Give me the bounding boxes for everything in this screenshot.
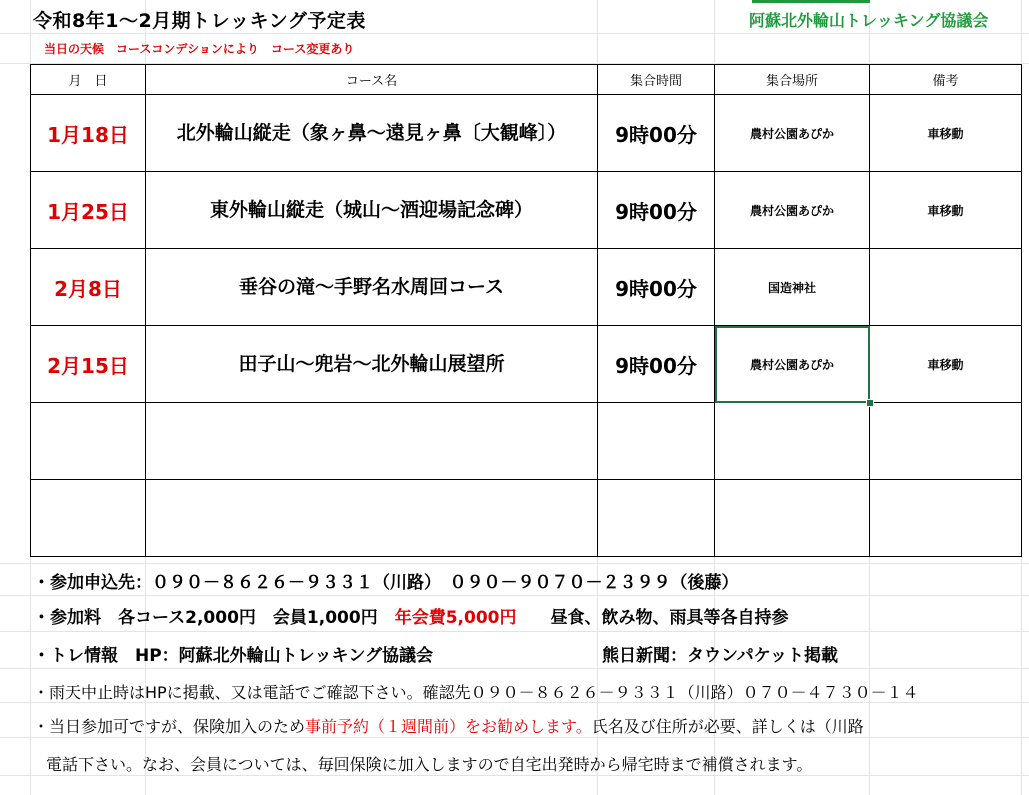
header-place[interactable]: 集合場所 — [715, 65, 870, 95]
cell-place[interactable]: 農村公園あぴか — [715, 95, 870, 172]
header-course[interactable]: コース名 — [146, 65, 598, 95]
cell-place-selected[interactable]: 農村公園あぴか — [715, 326, 870, 403]
cell-empty[interactable] — [870, 403, 1022, 480]
cell-place[interactable]: 農村公園あぴか — [715, 172, 870, 249]
organization-name[interactable]: 阿蘇北外輪山トレッキング協議会 — [749, 11, 989, 30]
cell-note[interactable]: 車移動 — [870, 326, 1022, 403]
cell-note[interactable]: 車移動 — [870, 95, 1022, 172]
cell-date[interactable]: 2月15日 — [31, 326, 146, 403]
gridline — [0, 775, 1029, 776]
gridline — [0, 33, 1029, 34]
table-row — [31, 249, 1022, 326]
fee-line[interactable] — [33, 603, 788, 628]
cell-note[interactable]: 車移動 — [870, 172, 1022, 249]
gridline — [0, 668, 1029, 669]
details-text: 氏名及び住所が必要、詳しくは（川路 — [591, 717, 864, 736]
weather-note[interactable]: 当日の天候 コースコンデションにより コース変更あり — [44, 42, 355, 56]
cell-course[interactable]: 田子山～兜岩～北外輪山展望所 — [146, 326, 598, 403]
table-row — [31, 95, 1022, 172]
header-date[interactable]: 月 日 — [31, 65, 146, 95]
cell-empty[interactable] — [31, 403, 146, 480]
table-row — [31, 172, 1022, 249]
same-day-line[interactable] — [33, 714, 864, 737]
cell-course[interactable]: 東外輪山縦走（城山～酒迎場記念碑） — [146, 172, 598, 249]
page-title[interactable]: 令和8年1～2月期トレッキング予定表 — [33, 10, 366, 32]
cell-date[interactable]: 1月18日 — [31, 95, 146, 172]
bring-own-text: 昼食、飲み物、雨具等各自持参 — [516, 608, 789, 628]
cell-place[interactable]: 国造神社 — [715, 249, 870, 326]
annual-fee-text: 年会費5,000円 — [394, 608, 517, 628]
fee-text: ・参加料 各コース2,000円 会員1,000円 — [33, 608, 395, 628]
table-row-empty — [31, 403, 1022, 480]
same-day-text: ・当日参加可ですが、保険加入のため — [33, 717, 306, 736]
info-newspaper-line[interactable]: 熊日新聞：タウンパケット掲載 — [602, 646, 838, 666]
cell-course[interactable]: 北外輪山縦走（象ヶ鼻～遠見ヶ鼻〔大観峰〕） — [146, 95, 598, 172]
fill-handle[interactable] — [866, 399, 874, 407]
schedule-table — [30, 64, 1022, 557]
header-notes[interactable]: 備考 — [870, 65, 1022, 95]
gridline — [0, 595, 1029, 596]
header-accent-bar — [752, 0, 870, 3]
cell-date[interactable]: 2月8日 — [31, 249, 146, 326]
cell-empty[interactable] — [146, 480, 598, 557]
rain-cancel-line[interactable]: ・雨天中止時はHPに掲載、又は電話でご確認下さい。確認先０９０－８６２６－９３３１（川路）０７０－４７３０－１４ — [33, 683, 919, 702]
cell-course[interactable]: 垂谷の滝～手野名水周回コース — [146, 249, 598, 326]
cell-date[interactable]: 1月25日 — [31, 172, 146, 249]
cell-empty[interactable] — [870, 480, 1022, 557]
gridline — [0, 737, 1029, 738]
cell-note[interactable] — [870, 249, 1022, 326]
apply-contact-line[interactable]: ・参加申込先：０９０－８６２６－９３３１（川路） ０９０－９０７０－２３９９（後藤） — [33, 573, 739, 593]
cell-empty[interactable] — [31, 480, 146, 557]
cell-empty[interactable] — [598, 403, 715, 480]
cell-time[interactable]: 9時00分 — [598, 249, 715, 326]
insurance-line[interactable]: 電話下さい。なお、会員については、毎回保険に加入しますので自宅出発時から帰宅時まで補償されます。 — [46, 755, 813, 774]
cell-time[interactable]: 9時00分 — [598, 172, 715, 249]
table-header-row — [31, 65, 1022, 95]
info-hp-line[interactable]: ・トレ情報 HP：阿蘇北外輪山トレッキング協議会 — [33, 646, 434, 666]
header-time[interactable]: 集合時間 — [598, 65, 715, 95]
gridline — [0, 631, 1029, 632]
cell-empty[interactable] — [715, 480, 870, 557]
reservation-text: 事前予約（１週間前）をお勧めします。 — [305, 717, 592, 736]
cell-time[interactable]: 9時00分 — [598, 326, 715, 403]
table-row — [31, 326, 1022, 403]
cell-empty[interactable] — [715, 403, 870, 480]
cell-time[interactable]: 9時00分 — [598, 95, 715, 172]
cell-empty[interactable] — [146, 403, 598, 480]
gridline — [0, 563, 1029, 564]
cell-empty[interactable] — [598, 480, 715, 557]
table-row-empty — [31, 480, 1022, 557]
